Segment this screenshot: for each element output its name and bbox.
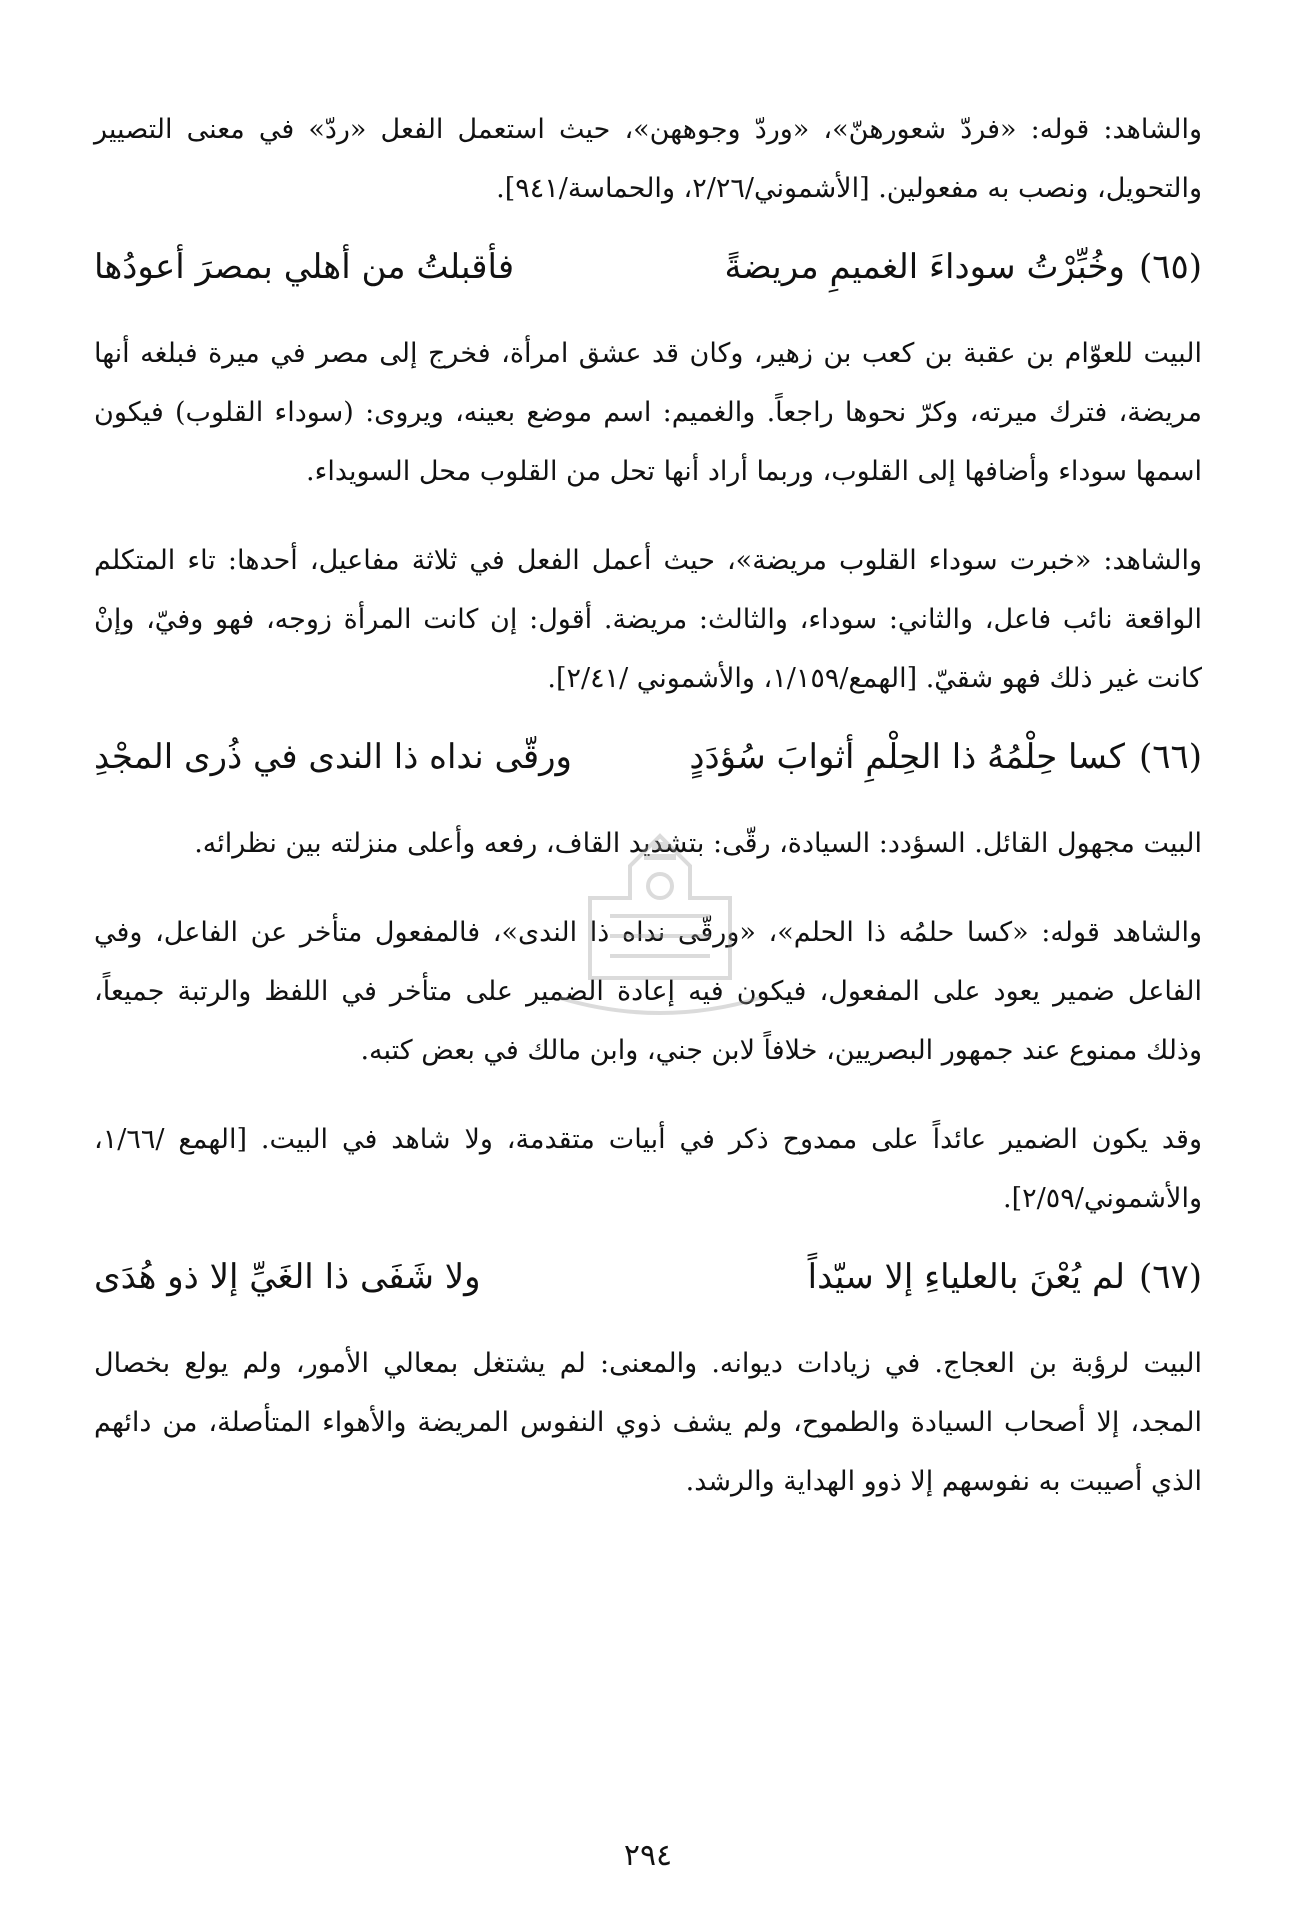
verse-second-hemistich: ورقّى نداه ذا الندى في ذُرى المجْدِ <box>93 737 572 777</box>
verse-first-hemistich: كسا حِلْمُهُ ذا الحِلْمِ أثوابَ سُؤدَدٍ <box>689 737 1125 777</box>
paragraph-evidence-66: والشاهد قوله: «كسا حلمُه ذا الحلم»، «ورقّى نداه ذا الندى»، فالمفعول متأخر عن الفاعل، وفي الفاعل ضمير يعود على المفعول، فيكون فيه إعادة الضمير على متأخر في اللفظ والرتبة جميعاً، وذلك ممنوع عند جمهور البصريين، خلافاً لابن جني، وابن مالك في بعض كتبه. <box>94 917 1202 1066</box>
page-number: ٢٩٤ <box>623 1838 673 1873</box>
paragraph-evidence-64: والشاهد: قوله: «فردّ شعورهنّ»، «وردّ وجوههن»، حيث استعمل الفعل «ردّ» في معنى التصيير والتحويل، ونصب به مفعولين. [الأشموني/٢/٢٦، والحماسة/٩٤١]. <box>94 114 1202 204</box>
verse-number: (٦٦) <box>1138 737 1202 777</box>
paragraph-evidence-65: والشاهد: «خبرت سوداء القلوب مريضة»، حيث أعمل الفعل في ثلاثة مفاعيل، أحدها: تاء المتكلم الواقعة نائب فاعل، والثاني: سوداء، والثالث: مريضة. أقول: إن كانت المرأة زوجه، فهو وفيّ، وإنْ كانت غير ذلك فهو شقيّ. [الهمع/١/١٥٩، والأشموني /٢/٤١]. <box>94 545 1202 694</box>
verse-second-hemistich: فأقبلتُ من أهلي بمصرَ أعودُها <box>93 247 515 287</box>
verse-first-hemistich: وخُبِّرْتُ سوداءَ الغميمِ مريضةً <box>724 247 1125 287</box>
paragraph-commentary-66: البيت مجهول القائل. السؤدد: السيادة، رقّى: بتشديد القاف، رفعه وأعلى منزلته بين نظرائه. <box>194 828 1202 859</box>
verse-number: (٦٧) <box>1138 1257 1202 1297</box>
paragraph-commentary-65: البيت للعوّام بن عقبة بن كعب بن زهير، وكان قد عشق امرأة، فخرج إلى مصر في ميرة فبلغه أنها مريضة، فترك ميرته، وكرّ نحوها راجعاً. والغميم: اسم موضع بعينه، ويروى: (سوداء القلوب) فيكون اسمها سوداء وأضافها إلى القلوب، وربما أراد أنها تحل من القلوب محل السويداء. <box>94 338 1202 487</box>
verse-65 <box>94 236 1202 298</box>
verse-second-hemistich: ولا شَفَى ذا الغَيِّ إلا ذو هُدَى <box>94 1257 481 1297</box>
verse-67 <box>94 1246 1202 1308</box>
paragraph-commentary-67: البيت لرؤبة بن العجاج. في زيادات ديوانه. والمعنى: لم يشتغل بمعالي الأمور، ولم يولع بخصال المجد، إلا أصحاب السيادة والطموح، ولم يشف ذوي النفوس المريضة والأهواء المتأصلة، من دائهم الذي أصيبت به نفوسهم إلا ذوو الهداية والرشد. <box>94 1348 1202 1497</box>
verse-first-hemistich: لم يُعْنَ بالعلياءِ إلا سيّداً <box>807 1257 1125 1297</box>
paragraph-note-66: وقد يكون الضمير عائداً على ممدوح ذكر في أبيات متقدمة، ولا شاهد في البيت. [الهمع /١/٦٦، والأشموني/٢/٥٩]. <box>94 1124 1202 1214</box>
verse-number: (٦٥) <box>1138 247 1202 287</box>
verse-66 <box>94 726 1202 788</box>
institute-seal-icon <box>540 828 780 1028</box>
